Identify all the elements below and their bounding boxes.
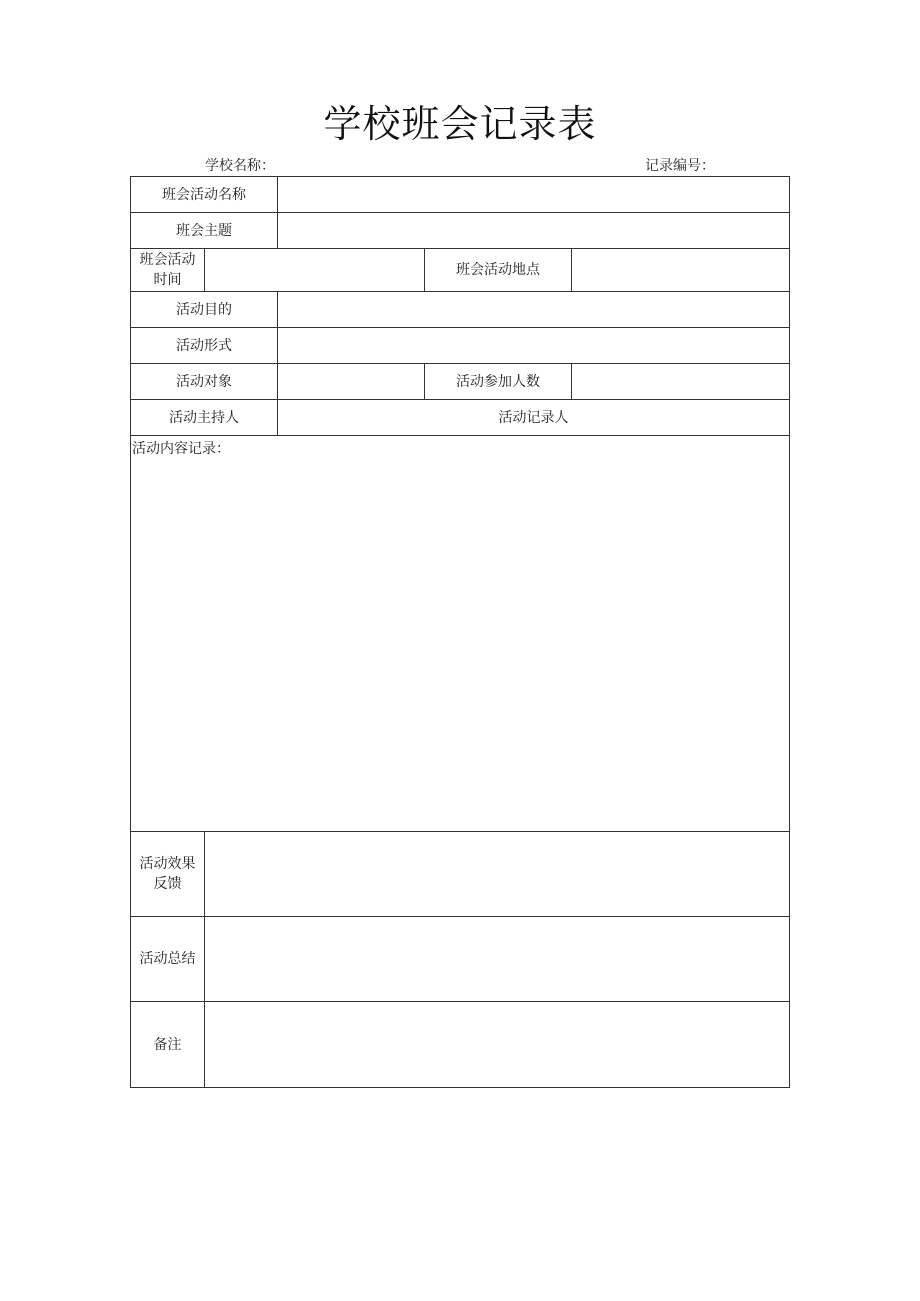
audience-label: 活动对象 (130, 363, 278, 400)
theme-field[interactable] (277, 212, 790, 249)
audience-field[interactable] (277, 363, 425, 400)
feedback-label-text: 活动效果反馈 (139, 856, 196, 892)
feedback-label (130, 831, 205, 917)
theme-label: 班会主题 (130, 212, 278, 249)
activity-name-label: 班会活动名称 (130, 176, 278, 213)
form-title: 学校班会记录表 (323, 102, 597, 146)
participants-label: 活动参加人数 (424, 363, 572, 400)
format-label: 活动形式 (130, 327, 278, 364)
activity-time-label-text: 班会活动时间 (139, 252, 196, 288)
format-field[interactable] (277, 327, 790, 364)
purpose-label: 活动目的 (130, 291, 278, 328)
school-name-label: 学校名称： (205, 158, 275, 174)
record-number-label: 记录编号： (645, 158, 715, 174)
summary-label: 活动总结 (130, 916, 205, 1002)
purpose-field[interactable] (277, 291, 790, 328)
activity-time-label (130, 248, 205, 292)
participants-field[interactable] (571, 363, 790, 400)
feedback-field[interactable] (204, 831, 790, 917)
activity-location-label: 班会活动地点 (424, 248, 572, 292)
class-meeting-record-table (130, 176, 790, 1088)
activity-time-field[interactable] (204, 248, 425, 292)
remarks-label: 备注 (130, 1001, 205, 1088)
activity-location-field[interactable] (571, 248, 790, 292)
remarks-field[interactable] (204, 1001, 790, 1088)
activity-name-field[interactable] (277, 176, 790, 213)
content-record-area[interactable]: 活动内容记录： (130, 435, 790, 832)
recorder-field[interactable]: 活动记录人 (277, 399, 790, 436)
host-label: 活动主持人 (130, 399, 278, 436)
summary-field[interactable] (204, 916, 790, 1002)
